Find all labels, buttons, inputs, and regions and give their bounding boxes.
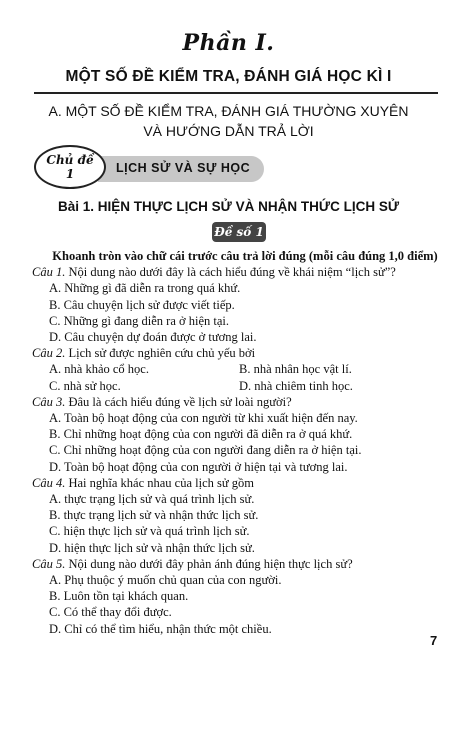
question-stem (32, 556, 442, 572)
question-text: Nội dung nào dưới đây là cách hiểu đúng về khái niệm “lịch sử”? (68, 265, 396, 280)
option-a: A. Phụ thuộc ý muốn chủ quan của con người. (49, 573, 282, 588)
exam-badge: Đề số 1 (212, 222, 266, 242)
section-title-line-2: VÀ HƯỚNG DẪN TRẢ LỜI (143, 123, 314, 139)
option-c: C. nhà sử học. (49, 378, 121, 393)
question-stem (32, 475, 442, 491)
question-list (32, 248, 442, 637)
option-d: D. nhà chiêm tinh học. (239, 378, 353, 393)
option-c: C. Những gì đang diễn ra ở hiện tại. (49, 313, 230, 328)
option-a: A. thực trạng lịch sử và quá trình lịch sử. (49, 492, 255, 507)
option-b: B. Câu chuyện lịch sử được viết tiếp. (49, 297, 235, 312)
question-2 (32, 345, 442, 394)
option-b: B. Luôn tồn tại khách quan. (49, 589, 189, 604)
option-a: A. Những gì đã diễn ra trong quá khứ. (49, 281, 241, 296)
question-label: Câu 2. (32, 346, 66, 361)
instruction-text: Khoanh tròn vào chữ cái trước câu trả lời đúng (mỗi câu đúng 1,0 điểm) (52, 249, 438, 263)
option-d: D. hiện thực lịch sử và nhận thức lịch sử. (49, 540, 255, 555)
option-d: D. Chỉ có thể tìm hiểu, nhận thức một chiều. (49, 621, 272, 636)
question-text: Nội dung nào dưới đây phản ánh đúng hiện thực lịch sử? (68, 556, 353, 571)
question-4 (32, 475, 442, 556)
question-5 (32, 556, 442, 637)
question-stem (32, 394, 442, 410)
topic-badge-number: 1 (65, 167, 75, 181)
section-title (0, 101, 457, 141)
question-3 (32, 394, 442, 475)
question-label: Câu 4. (32, 475, 66, 490)
option-row (32, 361, 442, 377)
option-d: D. Toàn bộ hoạt động của con người ở hiện tại và tương lai. (49, 459, 348, 474)
option-row (32, 378, 442, 394)
question-label: Câu 1. (32, 265, 66, 280)
title-divider (34, 92, 438, 94)
question-1 (32, 264, 442, 345)
option-a: A. Toàn bộ hoạt động của con người từ khi xuất hiện đến nay. (49, 411, 358, 426)
option-b: B. nhà nhân học vật lí. (239, 362, 352, 377)
question-text: Đâu là cách hiểu đúng về lịch sử loài người? (68, 394, 292, 409)
option-c: C. Chỉ những hoạt động của con người đang diễn ra ở hiện tại. (49, 443, 362, 458)
topic-badge-label: Chủ đề (46, 153, 94, 167)
section-title-line-1: A. MỘT SỐ ĐỀ KIỂM TRA, ĐÁNH GIÁ THƯỜNG XUYÊN (48, 103, 409, 119)
option-a: A. nhà khảo cổ học. (49, 362, 149, 377)
question-label: Câu 5. (32, 556, 66, 571)
question-label: Câu 3. (32, 394, 66, 409)
question-stem (32, 264, 442, 280)
option-d: D. Câu chuyện dự đoán được ở tương lai. (49, 330, 257, 345)
lesson-title: Bài 1. HIỆN THỰC LỊCH SỬ VÀ NHẬN THỨC LỊCH SỬ (57, 199, 400, 214)
option-b: B. Chỉ những hoạt động của con người đã diễn ra ở quá khứ. (49, 427, 353, 442)
question-text: Lịch sử được nghiên cứu chủ yếu bởi (68, 346, 256, 361)
part-title: Phần I. (182, 30, 275, 56)
option-c: C. hiện thực lịch sử và quá trình lịch sử. (49, 524, 250, 539)
main-title: MỘT SỐ ĐỀ KIỂM TRA, ĐÁNH GIÁ HỌC KÌ I (65, 68, 392, 85)
page-number: 7 (430, 633, 438, 648)
option-b: B. thực trạng lịch sử và nhận thức lịch sử. (49, 508, 259, 523)
topic-badge (34, 145, 106, 189)
topic-label: LỊCH SỬ VÀ SỰ HỌC (116, 161, 251, 175)
question-stem (32, 345, 442, 361)
question-text: Hai nghĩa khác nhau của lịch sử gồm (68, 475, 255, 490)
option-c: C. Có thể thay đổi được. (49, 605, 172, 620)
